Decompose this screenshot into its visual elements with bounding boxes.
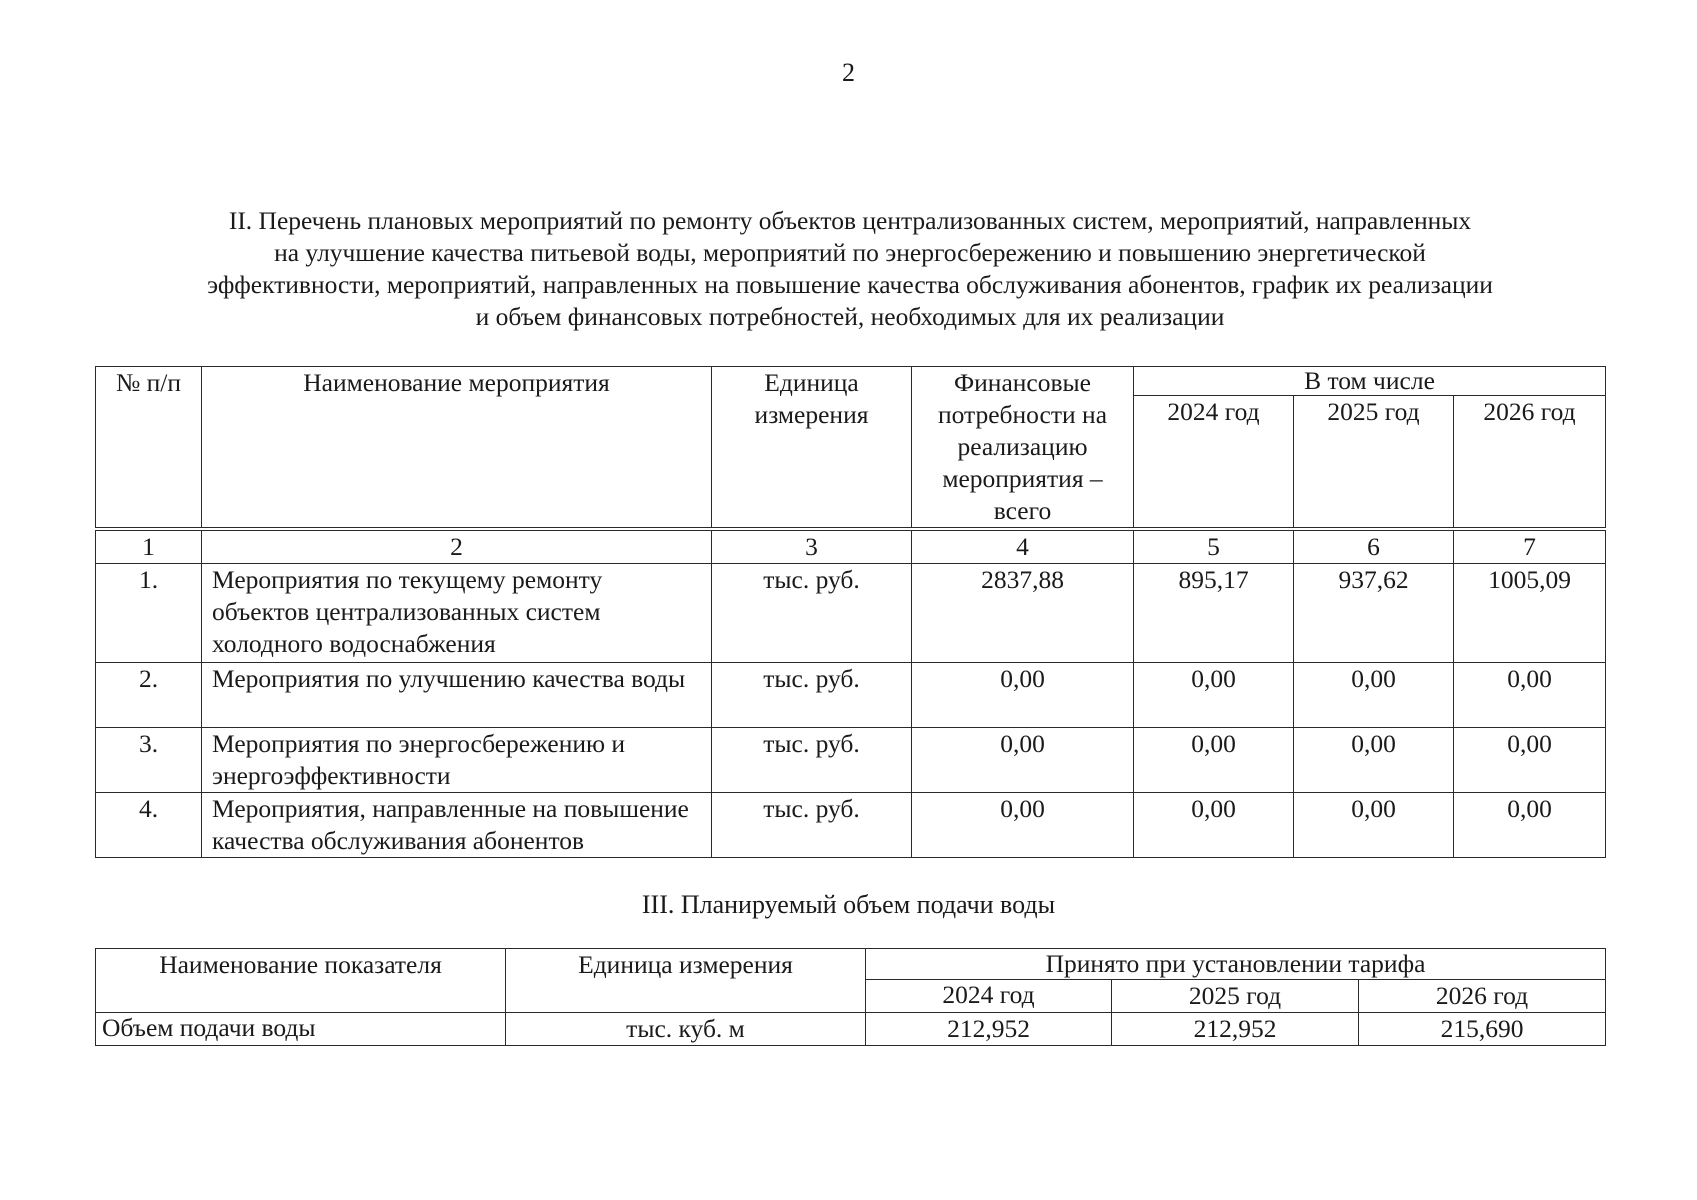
column-number: 3 — [712, 529, 912, 564]
row-2025: 0,00 — [1294, 728, 1454, 793]
table-row — [96, 1013, 1606, 1046]
row-name: Мероприятия, направленные на повышение качества обслуживания абонентов — [202, 793, 712, 858]
column-number: 5 — [1134, 529, 1294, 564]
row-2025: 212,952 — [1112, 1013, 1359, 1046]
row-unit: тыс. руб. — [712, 564, 912, 663]
row-2024: 0,00 — [1134, 793, 1294, 858]
title-line: II. Перечень плановых мероприятий по ремонту объектов централизованных систем, мероприятий, направленных — [228, 206, 1472, 235]
row-2024: 895,17 — [1134, 564, 1294, 663]
row-2026: 0,00 — [1454, 663, 1606, 728]
row-total: 2837,88 — [912, 564, 1134, 663]
header-2025: 2025 год — [1112, 980, 1359, 1013]
row-2026: 1005,09 — [1454, 564, 1606, 663]
header-indicator: Наименование показателя — [96, 949, 506, 1013]
header-unit: Единица измерения — [712, 367, 912, 530]
table-header-row — [96, 367, 1606, 396]
header-num: № п/п — [96, 367, 202, 530]
row-2026: 0,00 — [1454, 793, 1606, 858]
page-number: 2 — [842, 58, 855, 87]
row-total: 0,00 — [912, 663, 1134, 728]
header-finance: Финансовые потребности на реализацию мероприятия – всего — [912, 367, 1134, 530]
row-unit: тыс. руб. — [712, 728, 912, 793]
column-number: 2 — [202, 529, 712, 564]
row-2025: 0,00 — [1294, 793, 1454, 858]
header-2025: 2025 год — [1294, 396, 1454, 530]
header-2024: 2024 год — [1134, 396, 1294, 530]
title-line: и объем финансовых потребностей, необходимых для их реализации — [475, 302, 1225, 331]
table-header-row — [96, 949, 1606, 980]
section-3-title: III. Планируемый объем подачи воды — [641, 890, 1056, 919]
header-2026: 2026 год — [1359, 980, 1606, 1013]
table-row — [96, 564, 1606, 663]
title-line: эффективности, мероприятий, направленных на повышение качества обслуживания абонентов, график их реализации — [207, 270, 1493, 299]
header-name: Наименование мероприятия — [202, 367, 712, 530]
row-2026: 0,00 — [1454, 728, 1606, 793]
row-total: 0,00 — [912, 793, 1134, 858]
row-2024: 0,00 — [1134, 663, 1294, 728]
row-2025: 0,00 — [1294, 663, 1454, 728]
section-2-title — [110, 205, 1590, 333]
row-2024: 212,952 — [866, 1013, 1112, 1046]
column-number: 6 — [1294, 529, 1454, 564]
column-numbers-row — [96, 529, 1606, 564]
row-name: Мероприятия по текущему ремонту объектов централизованных систем холодного водоснабжения — [202, 564, 712, 663]
header-including: В том числе — [1134, 367, 1606, 396]
table-row — [96, 793, 1606, 858]
row-name: Мероприятия по улучшению качества воды — [202, 663, 712, 728]
title-line: на улучшение качества питьевой воды, мероприятий по энергосбережению и повышению энергетической — [274, 238, 1426, 267]
header-accepted: Принято при установлении тарифа — [866, 949, 1606, 980]
row-unit: тыс. руб. — [712, 663, 912, 728]
row-2025: 937,62 — [1294, 564, 1454, 663]
column-number: 7 — [1454, 529, 1606, 564]
row-total: 0,00 — [912, 728, 1134, 793]
row-unit: тыс. руб. — [712, 793, 912, 858]
row-indicator: Объем подачи воды — [96, 1013, 506, 1046]
activities-table — [95, 366, 1606, 858]
row-num: 3. — [96, 728, 202, 793]
table-row — [96, 728, 1606, 793]
row-num: 2. — [96, 663, 202, 728]
header-2024: 2024 год — [866, 980, 1112, 1013]
header-unit: Единица измерения — [506, 949, 866, 1013]
header-2026: 2026 год — [1454, 396, 1606, 530]
row-unit: тыс. куб. м — [506, 1013, 866, 1046]
row-num: 1. — [96, 564, 202, 663]
row-num: 4. — [96, 793, 202, 858]
row-2024: 0,00 — [1134, 728, 1294, 793]
water-supply-table — [95, 948, 1606, 1046]
row-2026: 215,690 — [1359, 1013, 1606, 1046]
column-number: 4 — [912, 529, 1134, 564]
column-number: 1 — [96, 529, 202, 564]
row-name: Мероприятия по энергосбережению и энергоэффективности — [202, 728, 712, 793]
table-row — [96, 663, 1606, 728]
